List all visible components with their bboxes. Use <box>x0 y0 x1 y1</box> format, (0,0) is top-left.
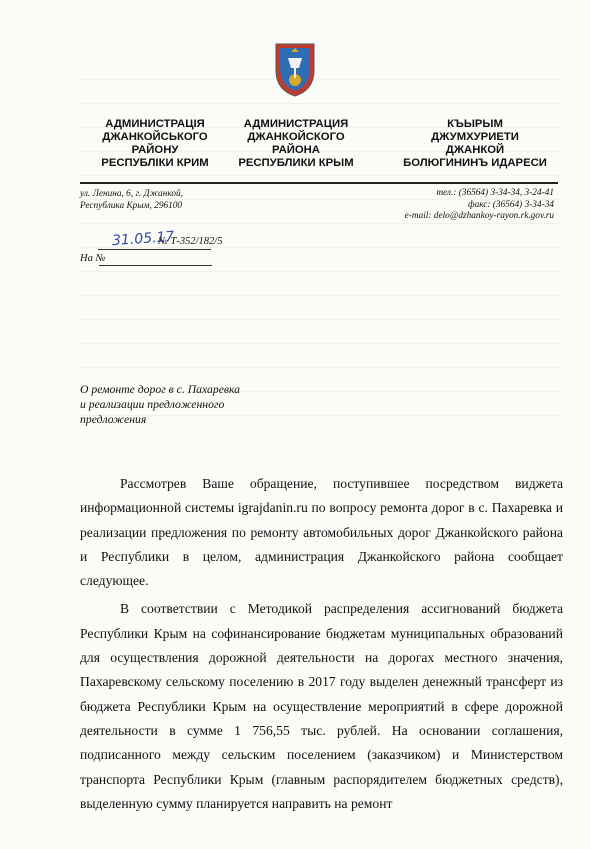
date-underline <box>98 249 211 250</box>
org-name-crimean-tatar: КЪЫРЫМ ДЖУМХУРИЕТИ ДЖАНКОЙ БОЛЮГИНИНЪ ИДАРЕСИ <box>403 118 547 169</box>
postal-address: ул. Ленина, 6, г. Джанкой, Республика Крым, 296100 <box>80 189 183 211</box>
header-divider <box>80 182 558 184</box>
handwritten-date: 31.05.17 <box>111 228 175 250</box>
body-paragraph-2: В соответствии с Методикой распределения ассигнований бюджета Республики Крым на софинансирование бюджетам муниципальных образований для осуществления дорожной деятельности на дорогах местного значения, Пахаревскому сельскому поселению в 2017 году выделен денежный трансферт из бюджета Республики Крым на осуществление мероприятий в сфере дорожной деятельности в сумме 1 756,55 тыс. рублей. На основании соглашения, подписанного между сельским поселением (заказчиком) и Министерством транспорта Республики Крым (главным распорядителем бюджетных средств), выделенную сумму планируется направить на ремонт <box>80 601 563 811</box>
contact-info: тел.: (36564) 3-34-34, 3-24-41 факс: (36564) 3-34-34 e-mail: delo@dzhankoy-rayon.rk.gov.ru <box>404 188 554 221</box>
org-name-russian: АДМИНИСТРАЦИЯ ДЖАНКОЙСКОГО РАЙОНА РЕСПУБЛИКИ КРЫМ <box>238 118 354 169</box>
incoming-ref-underline <box>99 265 212 266</box>
body-paragraph-1: Рассмотрев Ваше обращение, поступившее посредством виджета информационной системы igrajdanin.ru по вопросу ремонта дорог в с. Пахаревка и реализации предложения по ремонту автомобильных дорог Джанкойского района и Республики в целом, администрация Джанкойского района сообщает следующее. <box>80 476 563 589</box>
letter-body <box>80 472 563 816</box>
crimea-coat-of-arms-icon <box>272 40 318 98</box>
org-name-ukrainian: АДМИНИСТРАЦIЯ ДЖАНКОЙСЬКОГО РАЙОНУ РЕСПУБЛIКИ КРИМ <box>101 118 209 169</box>
incoming-ref-label: На № <box>80 253 106 264</box>
letter-subject: О ремонте дорог в с. Пахаревка и реализации предложенного предложения <box>80 383 240 426</box>
outgoing-number: № Т-352/182/5 <box>158 236 223 247</box>
